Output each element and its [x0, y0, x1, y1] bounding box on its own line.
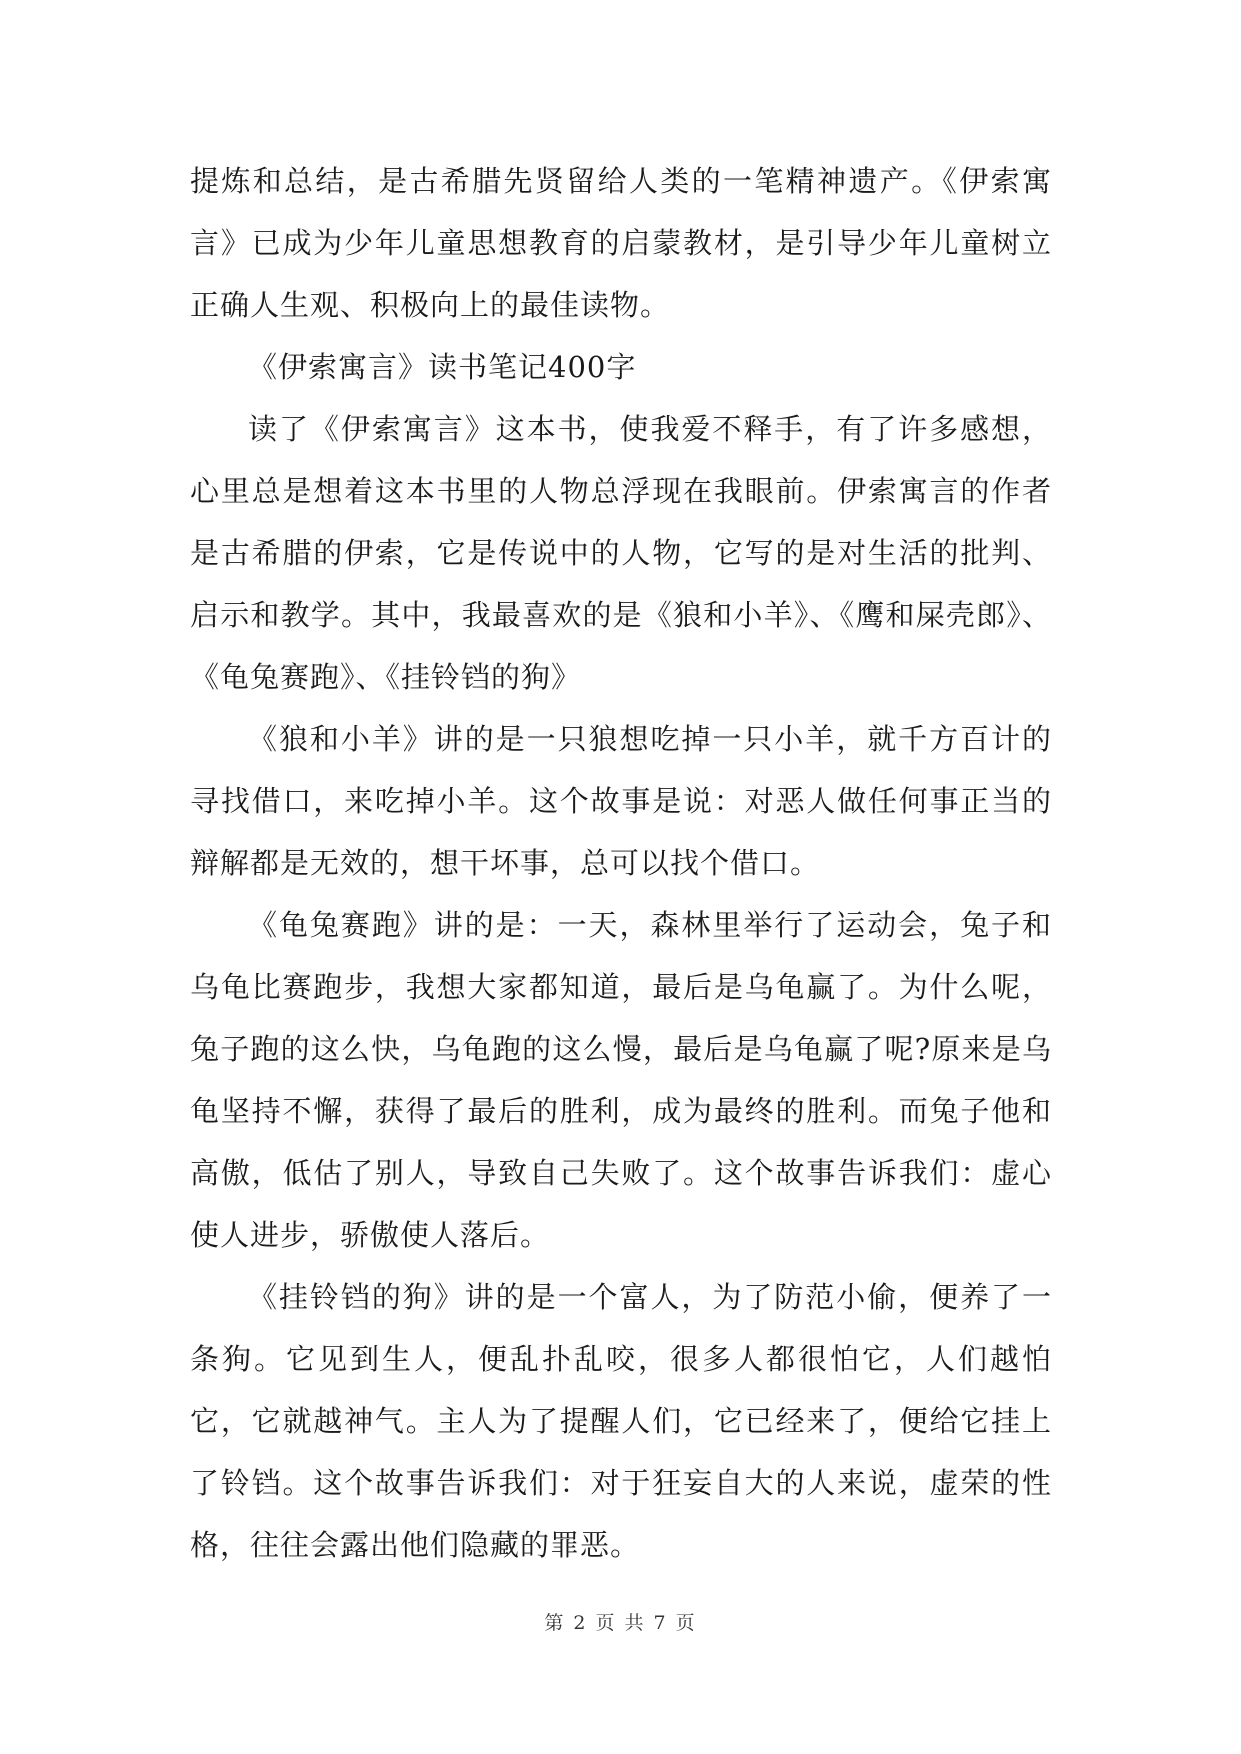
document-body — [190, 150, 1052, 1576]
paragraph-dog-with-bell: 《挂铃铛的狗》讲的是一个富人，为了防范小偷，便养了一条狗。它见到生人，便乱扑乱咬，很多人都很怕它，人们越怕它，它就越神气。主人为了提醒人们，它已经来了，便给它挂上了铃铛。这个故事告诉我们：对于狂妄自大的人来说，虚荣的性格，往往会露出他们隐藏的罪恶。 — [190, 1280, 1052, 1562]
section-heading: 《伊索寓言》读书笔记400字 — [248, 350, 637, 384]
paragraph-continuation: 提炼和总结，是古希腊先贤留给人类的一笔精神遗产。《伊索寓言》已成为少年儿童思想教育的启蒙教材，是引导少年儿童树立正确人生观、积极向上的最佳读物。 — [190, 164, 1052, 322]
paragraph-tortoise-and-hare: 《龟兔赛跑》讲的是：一天，森林里举行了运动会，兔子和乌龟比赛跑步，我想大家都知道，最后是乌龟赢了。为什么呢，兔子跑的这么快，乌龟跑的这么慢，最后是乌龟赢了呢?原来是乌龟坚持不懈，获得了最后的胜利，成为最终的胜利。而兔子他和高傲，低估了别人，导致自己失败了。这个故事告诉我们：虚心使人进步，骄傲使人落后。 — [190, 908, 1052, 1252]
paragraph-intro: 读了《伊索寓言》这本书，使我爱不释手，有了许多感想，心里总是想着这本书里的人物总浮现在我眼前。伊索寓言的作者是古希腊的伊索，它是传说中的人物，它写的是对生活的批判、启示和教学。其中，我最喜欢的是《狼和小羊》、《鹰和屎壳郎》、《龟兔赛跑》、《挂铃铛的狗》 — [190, 412, 1052, 694]
page-number-footer: 第 2 页 共 7 页 — [544, 1612, 697, 1634]
paragraph-wolf-and-lamb: 《狼和小羊》讲的是一只狼想吃掉一只小羊，就千方百计的寻找借口，来吃掉小羊。这个故事是说：对恶人做任何事正当的辩解都是无效的，想干坏事，总可以找个借口。 — [190, 722, 1052, 880]
